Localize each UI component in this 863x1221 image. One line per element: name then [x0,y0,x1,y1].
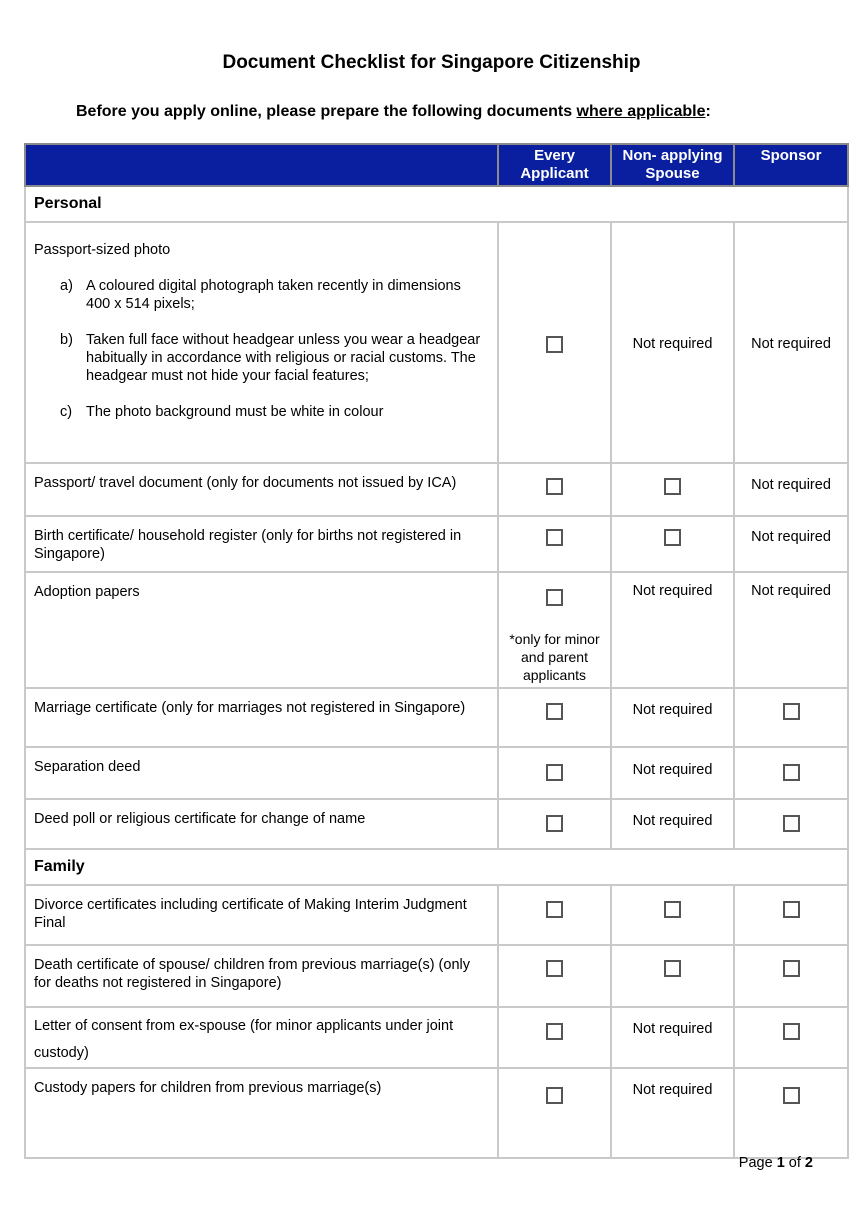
checkbox[interactable] [546,336,563,353]
checkbox[interactable] [783,703,800,720]
not-required-text: Not required [632,1021,713,1037]
not-required-text: Not required [632,336,713,352]
section-row-personal [25,186,848,222]
row-marriage-description: Marriage certificate (only for marriages not registered in Singapore) [25,688,498,747]
checkbox[interactable] [664,478,681,495]
not-required-text: Not required [751,583,831,599]
cell-sponsor [734,572,848,688]
page-number-footer [739,1155,813,1171]
checkbox[interactable] [664,529,681,546]
row-separation-description: Separation deed [25,747,498,799]
cell-spouse [611,747,734,799]
header-every-applicant: Every Applicant [498,144,611,186]
checkbox[interactable] [546,1087,563,1104]
cell-sponsor [734,1007,848,1068]
cell-sponsor [734,516,848,572]
checkbox[interactable] [783,901,800,918]
checkbox[interactable] [546,529,563,546]
checkbox[interactable] [546,1023,563,1040]
checkbox[interactable] [664,901,681,918]
table-row [25,516,848,572]
table-row [25,463,848,516]
cell-sponsor [734,885,848,945]
table-row [25,945,848,1007]
table-row [25,747,848,799]
row-passport-description: Passport/ travel document (only for documents not issued by ICA) [25,463,498,516]
instructions-subtitle [76,103,711,121]
checkbox[interactable] [546,703,563,720]
table-row [25,1068,848,1158]
row-divorce-description: Divorce certificates including certificate of Making Interim Judgment Final [25,885,498,945]
cell-sponsor [734,688,848,747]
not-required-text: Not required [751,477,831,493]
item-text: The photo background must be white in colour [86,404,384,420]
footer-of-word: of [784,1155,805,1171]
item-text: A coloured digital photograph taken recently in dimensions 400 x 514 pixels; [86,278,461,312]
section-title-family: Family [25,849,848,885]
row-deedpoll-description: Deed poll or religious certificate for change of name [25,799,498,849]
cell-every-applicant [498,885,611,945]
checkbox[interactable] [783,1087,800,1104]
checkbox[interactable] [783,960,800,977]
not-required-text: Not required [632,583,713,599]
cell-spouse [611,885,734,945]
subtitle-text: Before you apply online, please prepare the following documents [76,103,577,120]
cell-every-applicant [498,463,611,516]
not-required-text: Not required [632,702,713,718]
checkbox[interactable] [546,960,563,977]
item-letter: b) [60,332,73,348]
cell-sponsor [734,1068,848,1158]
checkbox[interactable] [546,589,563,606]
section-title-personal: Personal [25,186,848,222]
checkbox[interactable] [783,1023,800,1040]
item-letter: c) [60,404,73,420]
page-title: Document Checklist for Singapore Citizenship [222,52,641,73]
cell-sponsor [734,945,848,1007]
not-required-text: Not required [632,813,713,829]
checkbox[interactable] [546,815,563,832]
cell-every-applicant [498,222,611,463]
row-photo-description [25,222,498,463]
row-custody-description: Custody papers for children from previous marriage(s) [25,1068,498,1158]
header-row [25,144,848,186]
cell-every-applicant [498,747,611,799]
header-sponsor: Sponsor [734,144,848,186]
adoption-note: *only for minor and parent applicants [509,631,600,683]
checkbox[interactable] [783,764,800,781]
cell-spouse [611,463,734,516]
table-row [25,885,848,945]
checkbox[interactable] [546,764,563,781]
cell-sponsor [734,463,848,516]
checkbox[interactable] [664,960,681,977]
section-row-family [25,849,848,885]
checkbox[interactable] [783,815,800,832]
row-birth-description: Birth certificate/ household register (only for births not registered in Singapore) [25,516,498,572]
footer-page-num: 1 [776,1155,785,1171]
footer-page-word: Page [738,1155,777,1171]
not-required-text: Not required [632,1082,713,1098]
cell-spouse [611,688,734,747]
cell-spouse [611,945,734,1007]
header-non-applying-spouse: Non- applying Spouse [611,144,734,186]
subtitle-colon: : [705,103,711,120]
table-row [25,1007,848,1068]
cell-spouse [611,516,734,572]
not-required-text: Not required [751,529,831,545]
subtitle-underlined: where applicable [576,103,706,120]
cell-spouse [611,222,734,463]
row-consent-description: Letter of consent from ex-spouse (for minor applicants under joint custody) [25,1007,498,1068]
cell-spouse [611,799,734,849]
table-row [25,688,848,747]
checkbox[interactable] [546,478,563,495]
checkbox[interactable] [546,901,563,918]
cell-spouse [611,572,734,688]
cell-sponsor [734,222,848,463]
table-row [25,222,848,463]
photo-item-a [60,277,489,313]
item-text: Taken full face without headgear unless you wear a headgear habitually in accordance with religious or racial customs. The headgear must not hide your facial features; [86,332,481,384]
not-required-text: Not required [632,762,713,778]
cell-sponsor [734,799,848,849]
cell-every-applicant [498,516,611,572]
photo-item-c [60,403,489,421]
table-row [25,572,848,688]
cell-every-applicant [498,572,611,688]
item-letter: a) [60,278,73,294]
cell-every-applicant [498,688,611,747]
cell-spouse [611,1068,734,1158]
row-death-description: Death certificate of spouse/ children from previous marriage(s) (only for deaths not registered in Singapore) [25,945,498,1007]
photo-item-b [60,331,489,385]
cell-every-applicant [498,799,611,849]
photo-label: Passport-sized photo [34,242,171,258]
cell-every-applicant [498,1068,611,1158]
cell-every-applicant [498,1007,611,1068]
cell-spouse [611,1007,734,1068]
not-required-text: Not required [751,336,831,352]
row-adoption-description: Adoption papers [25,572,498,688]
cell-sponsor [734,747,848,799]
checklist-table [24,143,849,1159]
cell-every-applicant [498,945,611,1007]
header-blank [25,144,498,186]
footer-page-total: 2 [804,1155,813,1171]
table-row [25,799,848,849]
